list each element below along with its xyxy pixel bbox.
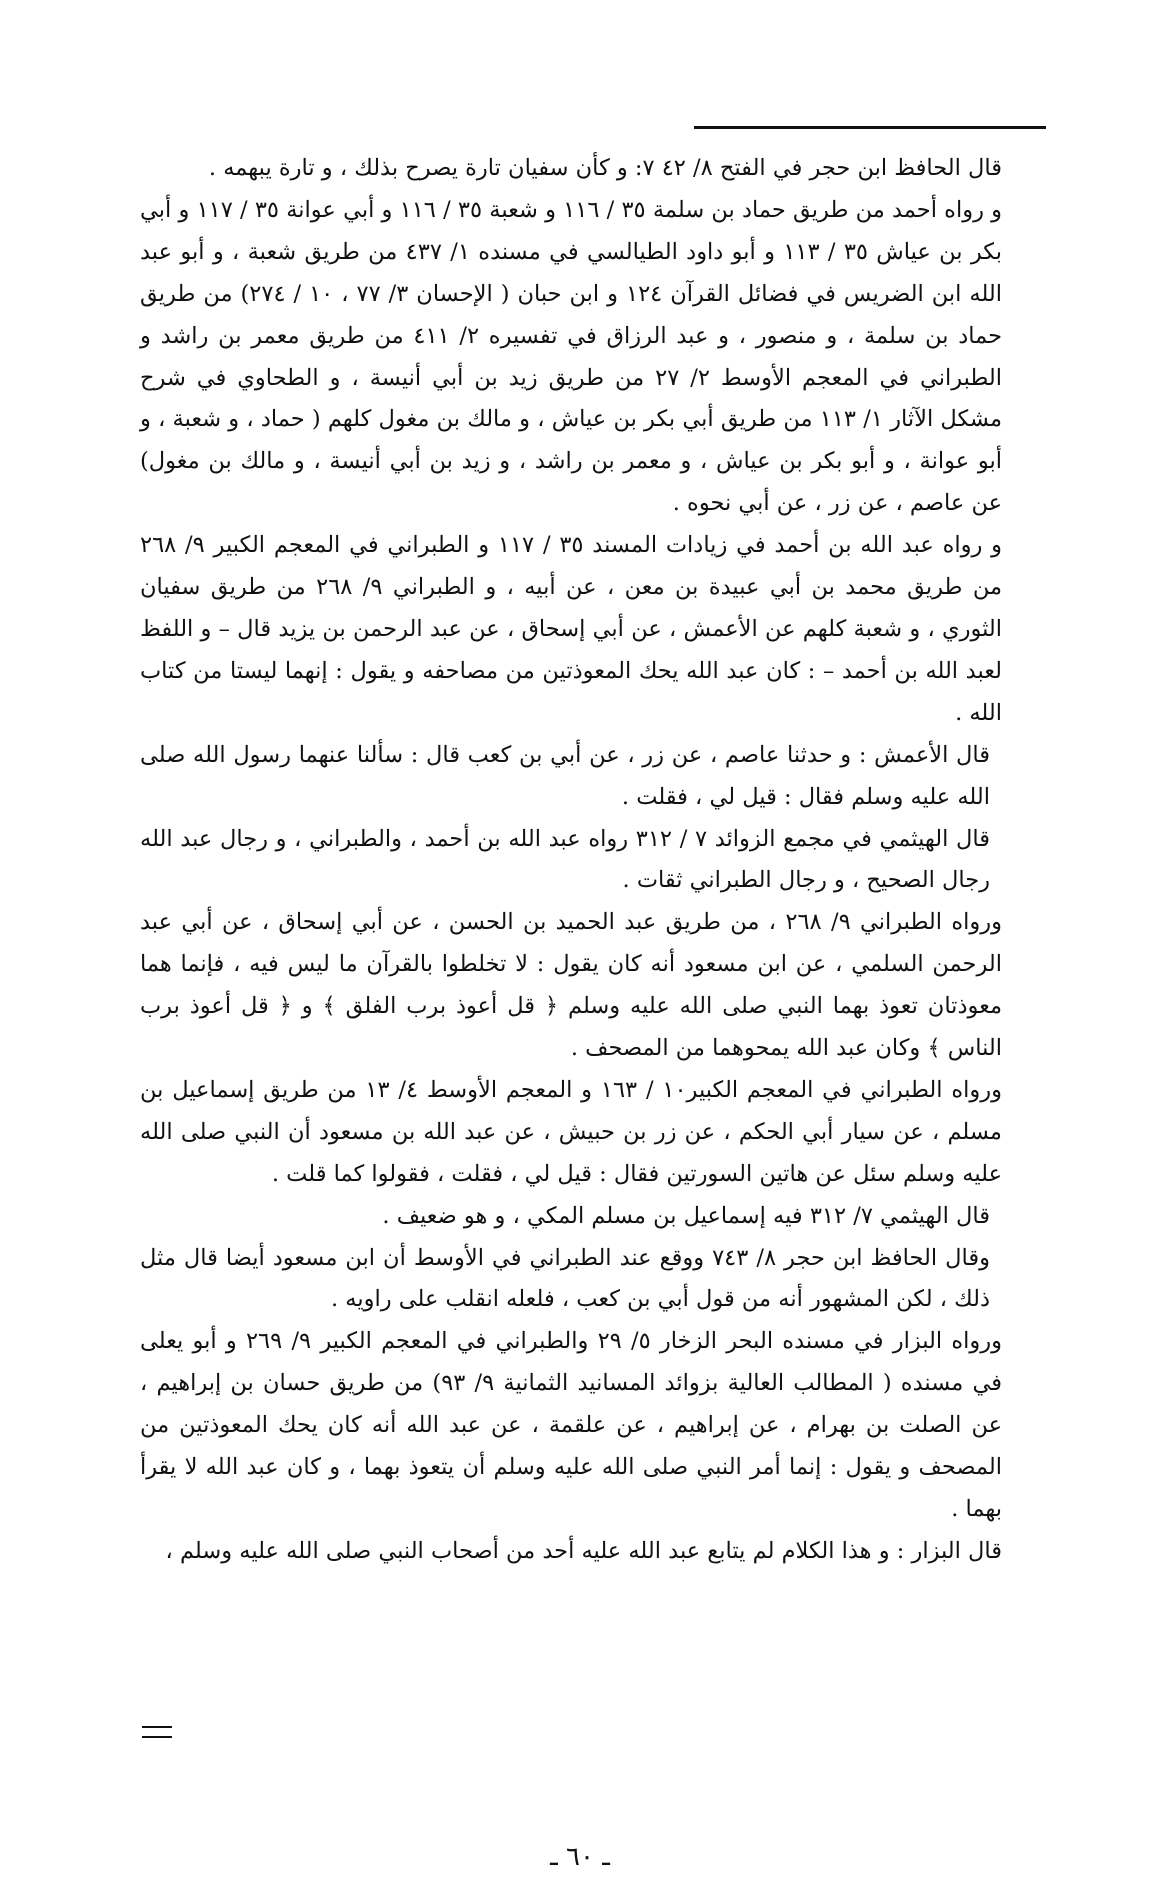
paragraph-ibn-hajar: وقال الحافظ ابن حجر ٨/ ٧٤٣ ووقع عند الطبراني في الأوسط أن ابن مسعود أيضا قال مثل ذلك ، لكن المشهور أنه من قول أبي بن كعب ، فلعله انقلب على راويه . xyxy=(140,1244,990,1313)
top-rule xyxy=(694,126,1046,129)
paragraph-fath-quote: قال الحافظ ابن حجر في الفتح ٨/ ٤٢ ٧: و كأن سفيان تارة يصرح بذلك ، و تارة يبهمه . xyxy=(208,155,1002,181)
paragraph-bazzar-narration: ورواه البزار في مسنده البحر الزخار ٥/ ٢٩ والطبراني في المعجم الكبير ٩/ ٢٦٩ و أبو يعلى في مسنده ( المطالب العالية بزوائد المسانيد الثمانية ٩/ ٩٣) من طريق حسان بن إبراهيم ، عن الصلت بن بهرام ، عن إبراهيم ، عن علقمة ، عن عبد الله أنه كان يحك المعوذتين من المصحف و يقول : إنما أمر النبي صلى الله عليه وسلم أن يتعوذ بهما ، و كان عبد الله لا يقرأ بهما . xyxy=(140,1328,1003,1522)
paragraph-tabarani-kabir: ورواه الطبراني في المعجم الكبير١٠ / ١٦٣ و المعجم الأوسط ٤/ ١٣ من طريق إسماعيل بن مسلم ، عن سيار أبي الحكم ، عن زر بن حبيش ، عن عبد الله بن مسعود أن النبي صلى الله عليه وسلم سئل عن هاتين السورتين فقال : قيل لي ، فقلت ، فقولوا كما قلت . xyxy=(140,1076,1002,1187)
paragraph-bazzar-comment: قال البزار : و هذا الكلام لم يتابع عبد الله عليه أحد من أصحاب النبي صلى الله عليه وسلم ، xyxy=(165,1537,1002,1564)
footnote-text xyxy=(140,148,1002,1573)
paragraph-haythami-312: قال الهيثمي ٧/ ٣١٢ فيه إسماعيل بن مسلم المكي ، و هو ضعيف . xyxy=(382,1202,990,1229)
page-number: ـ ٦٠ ـ xyxy=(550,1842,610,1872)
paragraph-amash: قال الأعمش : و حدثنا عاصم ، عن زر ، عن أبي بن كعب قال : سألنا عنهما رسول الله صلى الله عليه وسلم فقال : قيل لي ، فقلت . xyxy=(140,741,990,810)
paragraph-tabarani-268: ورواه الطبراني ٩/ ٢٦٨ ، من طريق عبد الحميد بن الحسن ، عن أبي إسحاق ، عن أبي عبد الرحمن السلمي ، عن ابن مسعود أنه كان يقول : لا تخلطوا بالقرآن ما ليس فيه ، فإنما هما معوذتان تعوذ بهما النبي صلى الله عليه وسلم ﴿ قل أعوذ برب الفلق ﴾ و ﴿ قل أعوذ برب الناس ﴾ وكان عبد الله يمحوهما من المصحف . xyxy=(140,909,1003,1062)
paragraph-abdullah-narration: و رواه عبد الله بن أحمد في زيادات المسند ٣٥ / ١١٧ و الطبراني في المعجم الكبير ٩/ ٢٦٨ من طريق محمد بن أبي عبيدة بن معن ، عن أبيه ، و الطبراني ٩/ ٢٦٨ من طريق سفيان الثوري ، و شعبة كلهم عن الأعمش ، عن أبي إسحاق ، عن عبد الرحمن بن يزيد قال – و اللفظ لعبد الله بن أحمد – : كان عبد الله يحك المعوذتين من مصاحفه و يقول : إنهما ليستا من كتاب الله . xyxy=(140,532,1003,726)
paragraph-ahmad-narration: و رواه أحمد من طريق حماد بن سلمة ٣٥ / ١١٦ و شعبة ٣٥ / ١١٦ و أبي عوانة ٣٥ / ١١٧ و أبي بكر بن عياش ٣٥ / ١١٣ و أبو داود الطيالسي في مسنده ١/ ٤٣٧ من طريق شعبة ، و أبو عبد الله ابن الضريس في فضائل القرآن ١٢٤ و ابن حبان ( الإحسان ٣/ ٧٧ ، ١٠ / ٢٧٤) من طريق حماد بن سلمة ، و منصور ، و عبد الرزاق في تفسيره ٢/ ٤١١ من طريق معمر بن راشد و الطبراني في المعجم الأوسط ٢/ ٢٧ من طريق زيد بن أبي أنيسة ، و الطحاوي في شرح مشكل الآثار ١/ ١١٣ من طريق أبي بكر بن عياش ، و مالك بن مغول كلهم ( حماد ، و شعبة ، و أبو عوانة ، و أبو بكر بن عياش ، و معمر بن راشد ، و زيد بن أبي أنيسة ، و مالك بن مغول) عن عاصم ، عن زر ، عن أبي نحوه . xyxy=(140,196,1003,517)
paragraph-haythami: قال الهيثمي في مجمع الزوائد ٧ / ٣١٢ رواه عبد الله بن أحمد ، والطبراني ، و رجال عبد الله رجال الصحيح ، و رجال الطبراني ثقات . xyxy=(140,825,990,894)
continuation-mark xyxy=(142,1726,172,1738)
